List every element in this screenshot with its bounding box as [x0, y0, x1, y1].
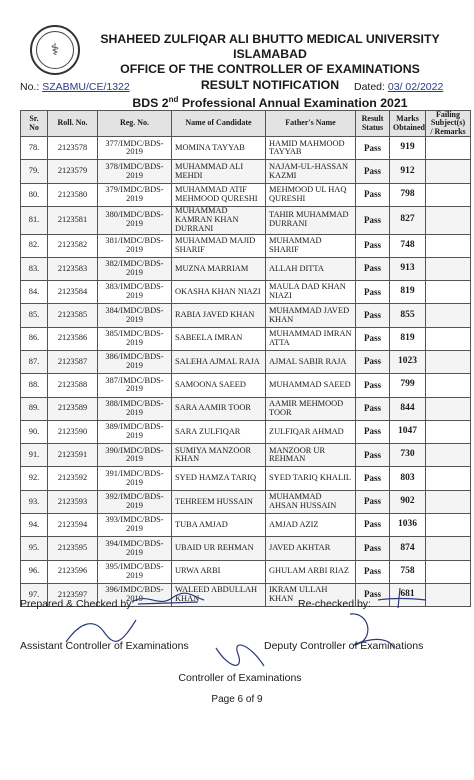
cell-reg: 386/IMDC/BDS-2019 [98, 350, 172, 373]
cell-status: Pass [356, 304, 390, 327]
controller-label: Controller of Examinations [178, 672, 302, 684]
exam-sup: nd [168, 95, 179, 104]
cell-remarks [426, 234, 471, 257]
cell-remarks [426, 350, 471, 373]
table-row [21, 137, 471, 160]
cell-roll: 2123597 [48, 583, 98, 606]
office-name: OFFICE OF THE CONTROLLER OF EXAMINATIONS [120, 62, 420, 76]
cell-remarks [426, 490, 471, 513]
col-header: Sr. No [21, 111, 48, 137]
cell-reg: 390/IMDC/BDS-2019 [98, 444, 172, 467]
cell-name: MUHAMMAD ATIF MEHMOOD QURESHI [172, 183, 266, 206]
cell-father: MANZOOR UR REHMAN [266, 444, 356, 467]
cell-status: Pass [356, 444, 390, 467]
cell-status: Pass [356, 281, 390, 304]
dated-value: 03/ 02/2022 [387, 81, 444, 93]
cell-sr: 92. [21, 467, 48, 490]
cell-name: OKASHA KHAN NIAZI [172, 281, 266, 304]
cell-sr: 83. [21, 257, 48, 280]
cell-name: SUMIYA MANZOOR KHAN [172, 444, 266, 467]
cell-father: ZULFIQAR AHMAD [266, 420, 356, 443]
cell-remarks [426, 444, 471, 467]
ref-value: SZABMU/CE/1322 [42, 81, 130, 93]
cell-father: MUHAMMAD AHSAN HUSSAIN [266, 490, 356, 513]
university-name: SHAHEED ZULFIQAR ALI BHUTTO MEDICAL UNIVERSITY [100, 32, 440, 46]
table-row [21, 560, 471, 583]
cell-name: SAMOONA SAEED [172, 374, 266, 397]
cell-marks: 1023 [390, 350, 426, 373]
cell-status: Pass [356, 583, 390, 606]
reference-number [20, 81, 130, 93]
cell-status: Pass [356, 160, 390, 183]
cell-marks: 827 [390, 207, 426, 234]
seal-emblem: ⚕ [36, 31, 74, 69]
cell-sr: 86. [21, 327, 48, 350]
cell-name: UBAID UR REHMAN [172, 537, 266, 560]
table-row [21, 327, 471, 350]
cell-status: Pass [356, 374, 390, 397]
cell-name: MUHAMMAD MAJID SHARIF [172, 234, 266, 257]
table-row [21, 374, 471, 397]
cell-marks: 803 [390, 467, 426, 490]
cell-remarks [426, 560, 471, 583]
cell-roll: 2123593 [48, 490, 98, 513]
cell-name: TEHREEM HUSSAIN [172, 490, 266, 513]
cell-remarks [426, 207, 471, 234]
controller-signature [210, 640, 270, 674]
cell-father: MUHAMMAD JAVED KHAN [266, 304, 356, 327]
table-row [21, 207, 471, 234]
cell-roll: 2123596 [48, 560, 98, 583]
cell-reg: 380/IMDC/BDS-2019 [98, 207, 172, 234]
cell-remarks [426, 467, 471, 490]
cell-marks: 919 [390, 137, 426, 160]
cell-sr: 95. [21, 537, 48, 560]
cell-sr: 88. [21, 374, 48, 397]
cell-roll: 2123585 [48, 304, 98, 327]
cell-roll: 2123589 [48, 397, 98, 420]
cell-sr: 91. [21, 444, 48, 467]
cell-reg: 382/IMDC/BDS-2019 [98, 257, 172, 280]
cell-marks: 874 [390, 537, 426, 560]
cell-remarks [426, 183, 471, 206]
cell-reg: 396/IMDC/BDS-2019 [98, 583, 172, 606]
cell-father: IKRAM ULLAH KHAN [266, 583, 356, 606]
cell-name: WALEED ABDULLAH KHAN [172, 583, 266, 606]
cell-status: Pass [356, 537, 390, 560]
cell-reg: 381/IMDC/BDS-2019 [98, 234, 172, 257]
cell-reg: 377/IMDC/BDS-2019 [98, 137, 172, 160]
cell-father: SYED TARIQ KHALIL [266, 467, 356, 490]
cell-roll: 2123591 [48, 444, 98, 467]
cell-reg: 394/IMDC/BDS-2019 [98, 537, 172, 560]
cell-remarks [426, 137, 471, 160]
rechecked-by-label: Re-checked by: [298, 598, 371, 610]
table-row [21, 444, 471, 467]
cell-roll: 2123584 [48, 281, 98, 304]
cell-remarks [426, 374, 471, 397]
cell-father: AAMIR MEHMOOD TOOR [266, 397, 356, 420]
cell-remarks [426, 537, 471, 560]
table-row [21, 490, 471, 513]
cell-reg: 383/IMDC/BDS-2019 [98, 281, 172, 304]
university-seal-icon [30, 25, 80, 75]
table-row [21, 234, 471, 257]
cell-roll: 2123592 [48, 467, 98, 490]
cell-status: Pass [356, 183, 390, 206]
assistant-controller-label: Assistant Controller of Examinations [20, 640, 189, 652]
page-number: Page 6 of 9 [211, 694, 263, 705]
cell-marks: 913 [390, 257, 426, 280]
cell-marks: 758 [390, 560, 426, 583]
cell-reg: 391/IMDC/BDS-2019 [98, 467, 172, 490]
city-name: ISLAMABAD [233, 47, 307, 61]
cell-sr: 93. [21, 490, 48, 513]
cell-roll: 2123595 [48, 537, 98, 560]
col-header: Reg. No. [98, 111, 172, 137]
table-row [21, 160, 471, 183]
cell-sr: 96. [21, 560, 48, 583]
cell-marks: 855 [390, 304, 426, 327]
cell-marks: 730 [390, 444, 426, 467]
cell-status: Pass [356, 137, 390, 160]
cell-father: AJMAL SABIR RAJA [266, 350, 356, 373]
cell-father: ALLAH DITTA [266, 257, 356, 280]
cell-reg: 387/IMDC/BDS-2019 [98, 374, 172, 397]
cell-sr: 81. [21, 207, 48, 234]
prepared-by-label: Prepared & Checked by: [20, 598, 135, 610]
cell-status: Pass [356, 327, 390, 350]
ref-label: No.: [20, 81, 43, 93]
cell-father: AMJAD AZIZ [266, 514, 356, 537]
cell-remarks [426, 514, 471, 537]
cell-father: TAHIR MUHAMMAD DURRANI [266, 207, 356, 234]
cell-roll: 2123582 [48, 234, 98, 257]
cell-status: Pass [356, 420, 390, 443]
dated [354, 81, 443, 93]
table-row [21, 281, 471, 304]
cell-sr: 84. [21, 281, 48, 304]
cell-status: Pass [356, 350, 390, 373]
cell-remarks [426, 160, 471, 183]
cell-sr: 87. [21, 350, 48, 373]
cell-sr: 79. [21, 160, 48, 183]
col-header: Name of Candidate [172, 111, 266, 137]
cell-status: Pass [356, 490, 390, 513]
cell-sr: 82. [21, 234, 48, 257]
col-header: Marks Obtained [390, 111, 426, 137]
prepared-signature [128, 588, 208, 612]
cell-status: Pass [356, 234, 390, 257]
table-row [21, 420, 471, 443]
cell-father: MAULA DAD KHAN NIAZI [266, 281, 356, 304]
table-row [21, 183, 471, 206]
cell-status: Pass [356, 257, 390, 280]
col-header: Father's Name [266, 111, 356, 137]
result-table [20, 110, 471, 607]
cell-roll: 2123580 [48, 183, 98, 206]
cell-status: Pass [356, 467, 390, 490]
cell-roll: 2123588 [48, 374, 98, 397]
cell-father: MUHAMMAD SAEED [266, 374, 356, 397]
cell-remarks [426, 257, 471, 280]
cell-father: MUHAMMAD SHARIF [266, 234, 356, 257]
cell-marks: 1047 [390, 420, 426, 443]
cell-marks: 799 [390, 374, 426, 397]
cell-reg: 389/IMDC/BDS-2019 [98, 420, 172, 443]
cell-sr: 94. [21, 514, 48, 537]
cell-name: MUHAMMAD KAMRAN KHAN DURRANI [172, 207, 266, 234]
cell-reg: 392/IMDC/BDS-2019 [98, 490, 172, 513]
cell-marks: 912 [390, 160, 426, 183]
cell-sr: 97. [21, 583, 48, 606]
table-row [21, 537, 471, 560]
cell-name: MUHAMMAD ALI MEHDI [172, 160, 266, 183]
cell-father: MEHMOOD UL HAQ QURESHI [266, 183, 356, 206]
cell-name: SARA ZULFIQAR [172, 420, 266, 443]
exam-suffix: Professional Annual Examination 2021 [178, 96, 408, 111]
cell-status: Pass [356, 560, 390, 583]
cell-status: Pass [356, 397, 390, 420]
table-row [21, 397, 471, 420]
cell-sr: 85. [21, 304, 48, 327]
cell-reg: 378/IMDC/BDS-2019 [98, 160, 172, 183]
col-header: Result Status [356, 111, 390, 137]
col-header: Failing Subject(s) / Remarks [426, 111, 471, 137]
cell-remarks [426, 327, 471, 350]
cell-reg: 384/IMDC/BDS-2019 [98, 304, 172, 327]
cell-remarks [426, 304, 471, 327]
exam-prefix: BDS 2 [132, 96, 169, 111]
cell-status: Pass [356, 207, 390, 234]
dated-label: Dated: [354, 81, 388, 93]
cell-sr: 80. [21, 183, 48, 206]
table-row [21, 257, 471, 280]
cell-roll: 2123586 [48, 327, 98, 350]
cell-marks: 748 [390, 234, 426, 257]
cell-status: Pass [356, 514, 390, 537]
cell-roll: 2123578 [48, 137, 98, 160]
cell-roll: 2123587 [48, 350, 98, 373]
table-header-row [21, 111, 471, 137]
cell-name: MUZNA MARRIAM [172, 257, 266, 280]
cell-father: NAJAM-UL-HASSAN KAZMI [266, 160, 356, 183]
cell-reg: 379/IMDC/BDS-2019 [98, 183, 172, 206]
cell-marks: 902 [390, 490, 426, 513]
cell-name: RABIA JAVED KHAN [172, 304, 266, 327]
cell-remarks [426, 397, 471, 420]
cell-sr: 78. [21, 137, 48, 160]
cell-marks: 844 [390, 397, 426, 420]
cell-marks: 819 [390, 327, 426, 350]
cell-name: SYED HAMZA TARIQ [172, 467, 266, 490]
cell-name: MOMINA TAYYAB [172, 137, 266, 160]
cell-sr: 90. [21, 420, 48, 443]
cell-remarks [426, 583, 471, 606]
cell-father: GHULAM ARBI RIAZ [266, 560, 356, 583]
cell-remarks [426, 420, 471, 443]
cell-reg: 385/IMDC/BDS-2019 [98, 327, 172, 350]
notice-title: RESULT NOTIFICATION [200, 78, 340, 92]
exam-title [80, 95, 460, 110]
cell-marks: 798 [390, 183, 426, 206]
cell-name: TUBA AMJAD [172, 514, 266, 537]
cell-reg: 388/IMDC/BDS-2019 [98, 397, 172, 420]
cell-father: MUHAMMAD IMRAN ATTA [266, 327, 356, 350]
cell-roll: 2123594 [48, 514, 98, 537]
cell-name: SABEELA IMRAN [172, 327, 266, 350]
cell-reg: 395/IMDC/BDS-2019 [98, 560, 172, 583]
cell-sr: 89. [21, 397, 48, 420]
cell-roll: 2123581 [48, 207, 98, 234]
cell-name: SARA AAMIR TOOR [172, 397, 266, 420]
cell-reg: 393/IMDC/BDS-2019 [98, 514, 172, 537]
col-header: Roll. No. [48, 111, 98, 137]
cell-marks: 681 [390, 583, 426, 606]
cell-name: URWA ARBI [172, 560, 266, 583]
cell-roll: 2123579 [48, 160, 98, 183]
deputy-controller-label: Deputy Controller of Examinations [264, 640, 424, 652]
table-row [21, 467, 471, 490]
cell-roll: 2123590 [48, 420, 98, 443]
cell-remarks [426, 281, 471, 304]
cell-marks: 1036 [390, 514, 426, 537]
cell-marks: 819 [390, 281, 426, 304]
cell-father: JAVED AKHTAR [266, 537, 356, 560]
cell-roll: 2123583 [48, 257, 98, 280]
cell-father: HAMID MAHMOOD TAYYAB [266, 137, 356, 160]
table-row [21, 350, 471, 373]
table-row [21, 304, 471, 327]
cell-name: SALEHA AJMAL RAJA [172, 350, 266, 373]
table-row [21, 514, 471, 537]
